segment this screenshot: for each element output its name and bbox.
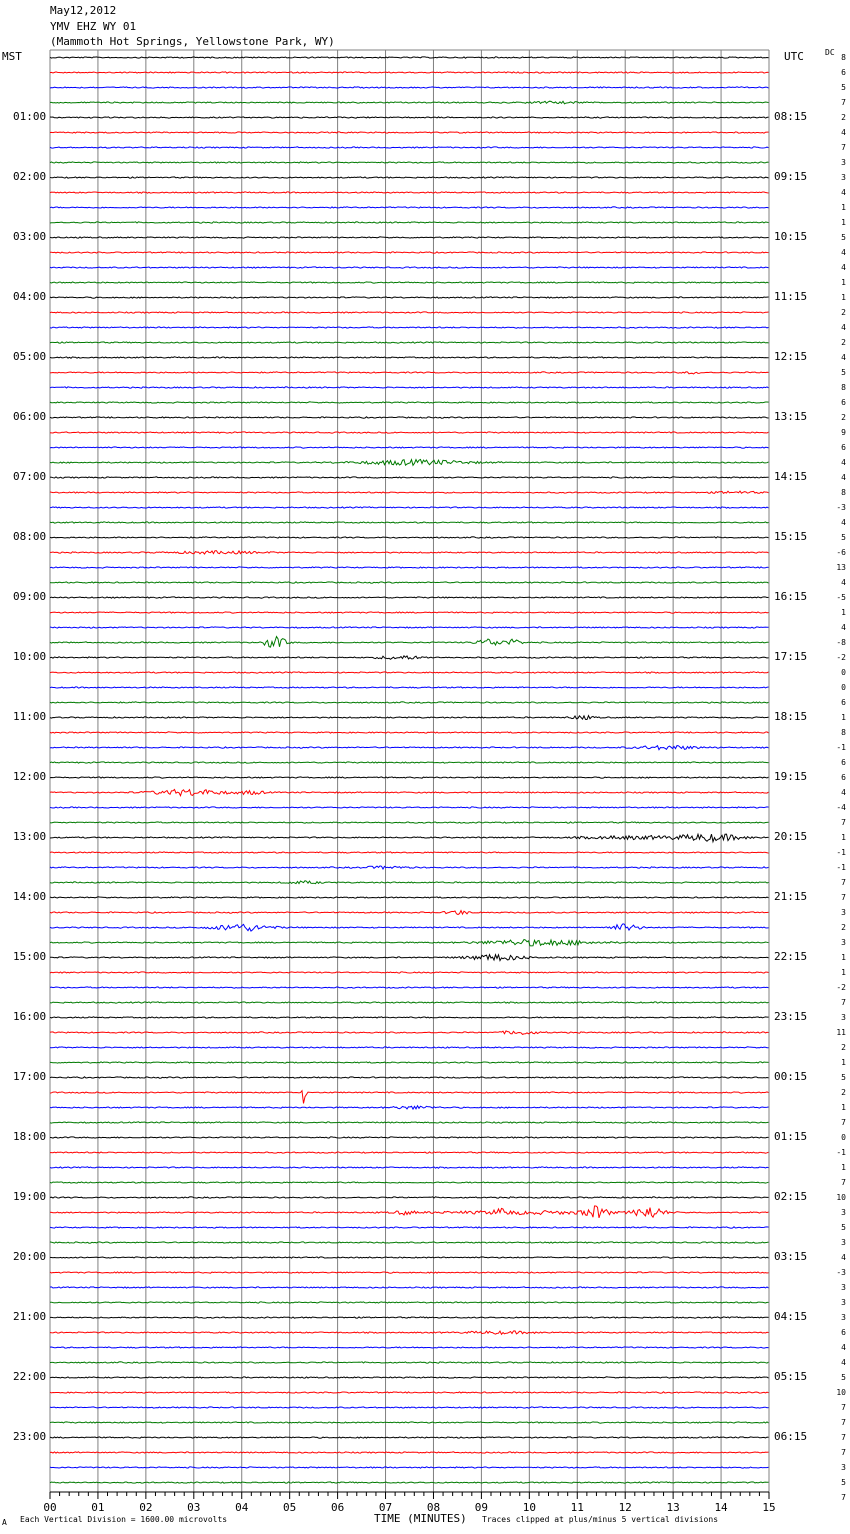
left-hour-label: 16:00 [13, 1009, 47, 1023]
time-grid [50, 50, 769, 1492]
dc-offset-label: 1 [841, 952, 846, 962]
dc-offset-label: 2 [841, 412, 846, 422]
chart-date: May12,2012 [50, 4, 117, 17]
trace-row [50, 612, 769, 613]
trace-row [50, 1197, 769, 1198]
dc-offset-label: 1 [841, 277, 846, 287]
right-hour-label: 12:15 [774, 349, 808, 363]
dc-offset-label: 4 [841, 1252, 846, 1262]
trace-row [50, 537, 769, 538]
x-tick-label: 03 [187, 1501, 201, 1514]
dc-offset-label: 8 [841, 52, 846, 62]
trace-row [50, 807, 769, 808]
left-hour-label: 06:00 [13, 409, 47, 423]
dc-offset-label: 2 [841, 1042, 846, 1052]
dc-offset-label: 4 [841, 1357, 846, 1367]
trace-row [50, 1362, 769, 1363]
dc-offset-label: 5 [841, 367, 846, 377]
dc-offset-label: 6 [841, 397, 846, 407]
left-hour-label: 14:00 [13, 889, 47, 903]
trace-row [50, 1227, 769, 1228]
left-hour-label: 01:00 [13, 109, 47, 123]
dc-offset-label: 5 [841, 82, 846, 92]
dc-offset-label: 2 [841, 922, 846, 932]
dc-offset-label: 10 [836, 1387, 846, 1397]
dc-offset-label: 3 [841, 907, 846, 917]
dc-offset-label: 7 [841, 817, 846, 827]
trace-row [50, 207, 769, 208]
trace-row [50, 147, 769, 148]
trace-row [50, 551, 769, 554]
trace-row [50, 117, 769, 118]
dc-offset-label: -1 [836, 1147, 846, 1157]
dc-offset-label: 7 [841, 1432, 846, 1442]
clip-note: Traces clipped at plus/minus 5 vertical divisions [482, 1515, 719, 1524]
trace-row [50, 72, 769, 73]
trace-row [50, 357, 769, 358]
trace-row [50, 1482, 769, 1483]
right-hour-label: 04:15 [774, 1309, 808, 1323]
dc-offset-label: 9 [841, 427, 846, 437]
trace-row [50, 924, 769, 931]
dc-offset-label: 4 [841, 577, 846, 587]
trace-row [50, 1467, 769, 1468]
dc-offset-label: 5 [841, 232, 846, 242]
dc-offset-label: 4 [841, 322, 846, 332]
right-hour-label: 05:15 [774, 1369, 808, 1383]
trace-row [50, 1122, 769, 1123]
trace-row [50, 972, 769, 973]
dc-offset-label: 3 [841, 1312, 846, 1322]
left-hour-label: 12:00 [13, 769, 47, 783]
x-tick-label: 07 [378, 1501, 393, 1514]
x-axis-title: TIME (MINUTES) [374, 1512, 467, 1525]
dc-offset-label: 13 [836, 562, 846, 572]
left-hour-label: 15:00 [13, 949, 47, 963]
left-hour-label: 23:00 [13, 1429, 47, 1443]
dc-offset-label: 8 [841, 382, 846, 392]
trace-row [50, 1091, 769, 1104]
trace-row [50, 1392, 769, 1393]
right-hour-label: 11:15 [774, 289, 808, 303]
dc-offset-label: -1 [836, 742, 846, 752]
dc-offset-label: 1 [841, 292, 846, 302]
dc-offset-label: 6 [841, 67, 846, 77]
trace-row [50, 432, 769, 433]
corner-mark: A [2, 1518, 7, 1527]
dc-offset-label: 6 [841, 1327, 846, 1337]
trace-row [50, 852, 769, 853]
dc-offset-label: 8 [841, 487, 846, 497]
dc-offset-label: 5 [841, 1477, 846, 1487]
dc-offset-label: 4 [841, 1342, 846, 1352]
dc-offset-label: 7 [841, 1402, 846, 1412]
trace-row [50, 1452, 769, 1453]
trace-row [50, 637, 769, 648]
right-hour-label: 21:15 [774, 889, 808, 903]
x-tick-label: 15 [762, 1501, 776, 1514]
x-tick-label: 09 [474, 1501, 489, 1514]
trace-row [50, 1077, 769, 1078]
trace-row [50, 459, 769, 465]
trace-row [50, 1167, 769, 1168]
trace-row [50, 1422, 769, 1423]
trace-row [50, 87, 769, 88]
dc-offset-label: 1 [841, 832, 846, 842]
scale-note: Each Vertical Division = 1600.00 microvolts [20, 1515, 228, 1524]
trace-row [50, 687, 769, 688]
dc-offset-label: 1 [841, 712, 846, 722]
x-tick-label: 13 [666, 1501, 680, 1514]
dc-offset-label: -6 [836, 547, 846, 557]
trace-row [50, 1317, 769, 1318]
trace-row [50, 1047, 769, 1048]
dc-offset-label: 2 [841, 337, 846, 347]
dc-offset-label: 0 [841, 682, 846, 692]
trace-row [50, 1272, 769, 1273]
dc-offset-label: -1 [836, 847, 846, 857]
x-axis [43, 1492, 775, 1514]
x-tick-label: 10 [522, 1501, 536, 1514]
trace-row [50, 672, 769, 673]
trace-row [50, 177, 769, 178]
trace-row [50, 101, 769, 104]
trace-row [50, 267, 769, 268]
seismic-traces [50, 57, 769, 1483]
trace-row [50, 1287, 769, 1288]
dc-offset-label: 1 [841, 607, 846, 617]
trace-row [50, 342, 769, 343]
trace-row [50, 1152, 769, 1153]
left-hour-label: 10:00 [13, 649, 47, 663]
trace-row [50, 282, 769, 283]
trace-row [50, 477, 769, 478]
dc-offset-label: 7 [841, 1417, 846, 1427]
dc-offset-label: 3 [841, 1237, 846, 1247]
right-hour-label: 01:15 [774, 1129, 808, 1143]
trace-row [50, 732, 769, 733]
dc-offset-label: 3 [841, 1012, 846, 1022]
trace-row [50, 822, 769, 823]
left-hour-label: 20:00 [13, 1249, 47, 1263]
dc-offset-label: 7 [841, 877, 846, 887]
dc-offset-label: 5 [841, 1372, 846, 1382]
right-hour-label: 08:15 [774, 109, 808, 123]
right-hour-label: 20:15 [774, 829, 808, 843]
right-hour-label: 00:15 [774, 1069, 808, 1083]
x-tick-label: 01 [91, 1501, 105, 1514]
dc-offset-label: 6 [841, 442, 846, 452]
right-hour-label: 15:15 [774, 529, 808, 543]
dc-offset-label: 3 [841, 172, 846, 182]
left-hour-label: 03:00 [13, 229, 47, 243]
dc-offset-label: 0 [841, 667, 846, 677]
trace-row [50, 746, 769, 750]
trace-row [50, 834, 769, 842]
dc-offset-label: 1 [841, 1057, 846, 1067]
dc-offset-label: 6 [841, 697, 846, 707]
trace-row [50, 1137, 769, 1138]
left-hour-label: 18:00 [13, 1129, 47, 1143]
trace-row [50, 372, 769, 374]
dc-offset-label: -2 [836, 982, 846, 992]
dc-offset-label: 4 [841, 262, 846, 272]
station-location: (Mammoth Hot Springs, Yellowstone Park, WY) [50, 35, 335, 48]
trace-row [50, 1377, 769, 1378]
left-hour-label: 22:00 [13, 1369, 47, 1383]
trace-row [50, 597, 769, 598]
right-hour-label: 23:15 [774, 1009, 808, 1023]
trace-row [50, 762, 769, 763]
trace-row [50, 567, 769, 568]
dc-offset-label: -3 [836, 502, 846, 512]
dc-offset-label: 8 [841, 727, 846, 737]
trace-row [50, 702, 769, 703]
trace-row [50, 1031, 769, 1035]
dc-offset-label: -4 [836, 802, 846, 812]
left-hour-label: 08:00 [13, 529, 47, 543]
trace-row [50, 955, 769, 961]
x-tick-label: 02 [139, 1501, 153, 1514]
dc-offset-label: 7 [841, 1492, 846, 1502]
trace-row [50, 237, 769, 238]
trace-row [50, 716, 769, 720]
right-hour-label: 03:15 [774, 1249, 808, 1263]
dc-offset-label: 7 [841, 997, 846, 1007]
trace-row [50, 1407, 769, 1408]
dc-offset-label: -1 [836, 862, 846, 872]
trace-row [50, 1062, 769, 1063]
trace-row [50, 507, 769, 508]
dc-offset-label: 4 [841, 247, 846, 257]
dc-offset-label: 11 [836, 1027, 846, 1037]
x-tick-label: 12 [618, 1501, 632, 1514]
dc-offset-label: -2 [836, 652, 846, 662]
trace-row [50, 57, 769, 58]
trace-row [50, 1182, 769, 1183]
right-hour-label: 16:15 [774, 589, 808, 603]
dc-offset-label: 7 [841, 1177, 846, 1187]
dc-offset-label: 7 [841, 892, 846, 902]
left-hour-label: 21:00 [13, 1309, 47, 1323]
trace-row [50, 522, 769, 523]
trace-row [50, 911, 769, 915]
dc-offset-label: 0 [841, 1132, 846, 1142]
trace-row [50, 417, 769, 418]
dc-offset-label: 4 [841, 352, 846, 362]
dc-offset-label: 4 [841, 622, 846, 632]
dc-offset-label: 6 [841, 757, 846, 767]
dc-offset-label: 4 [841, 457, 846, 467]
trace-row [50, 312, 769, 313]
trace-row [50, 627, 769, 628]
x-tick-label: 11 [570, 1501, 584, 1514]
trace-row [50, 1206, 769, 1218]
left-hour-label: 09:00 [13, 589, 47, 603]
dc-offset-label: 2 [841, 307, 846, 317]
x-tick-label: 08 [426, 1501, 441, 1514]
left-hour-label: 17:00 [13, 1069, 47, 1083]
trace-row [50, 777, 769, 778]
x-tick-label: 04 [235, 1501, 249, 1514]
dc-offset-label: 7 [841, 1447, 846, 1457]
left-timezone-label: MST [2, 50, 22, 63]
x-tick-label: 05 [283, 1501, 297, 1514]
dc-offset-label: 2 [841, 112, 846, 122]
trace-row [50, 1242, 769, 1243]
left-hour-label: 07:00 [13, 469, 47, 483]
right-hour-label: 06:15 [774, 1429, 808, 1443]
dc-offset-label: 3 [841, 1282, 846, 1292]
right-hour-label: 14:15 [774, 469, 808, 483]
dc-offset-label: 7 [841, 142, 846, 152]
trace-row [50, 1002, 769, 1003]
dc-offset-label: 4 [841, 127, 846, 137]
right-hour-label: 09:15 [774, 169, 808, 183]
left-hour-label: 19:00 [13, 1189, 47, 1203]
dc-column-label: DC [825, 48, 835, 57]
trace-row [50, 491, 769, 493]
right-hour-label: 22:15 [774, 949, 808, 963]
dc-offset-label: 1 [841, 217, 846, 227]
dc-offset-label: 3 [841, 157, 846, 167]
trace-row [50, 402, 769, 403]
trace-row [50, 790, 769, 796]
trace-row [50, 327, 769, 328]
dc-offset-label: 1 [841, 967, 846, 977]
left-hour-label: 04:00 [13, 289, 47, 303]
trace-row [50, 1106, 769, 1109]
dc-offset-label: 7 [841, 97, 846, 107]
trace-row [50, 1437, 769, 1438]
dc-offset-label: 2 [841, 1087, 846, 1097]
trace-row [50, 1302, 769, 1303]
left-hour-label: 02:00 [13, 169, 47, 183]
dc-offset-label: 3 [841, 1207, 846, 1217]
station-code: YMV EHZ WY 01 [50, 20, 137, 33]
trace-row [50, 447, 769, 448]
trace-row [50, 192, 769, 193]
x-tick-label: 06 [330, 1501, 345, 1514]
dc-offset-label: 4 [841, 787, 846, 797]
trace-row [50, 987, 769, 988]
dc-offset-label: 3 [841, 937, 846, 947]
right-timezone-label: UTC [784, 50, 804, 63]
trace-row [50, 881, 769, 884]
dc-offset-label: 7 [841, 1117, 846, 1127]
left-hour-label: 13:00 [13, 829, 47, 843]
trace-row [50, 297, 769, 298]
right-hour-label: 18:15 [774, 709, 808, 723]
dc-offset-label: 1 [841, 1162, 846, 1172]
dc-offset-label: 5 [841, 1222, 846, 1232]
trace-row [50, 387, 769, 388]
dc-offset-label: 6 [841, 772, 846, 782]
trace-row [50, 582, 769, 583]
dc-offset-label: 3 [841, 1297, 846, 1307]
dc-offset-label: 1 [841, 202, 846, 212]
dc-offset-label: 10 [836, 1192, 846, 1202]
dc-offset-label: 1 [841, 1102, 846, 1112]
x-tick-label: 14 [714, 1501, 728, 1514]
trace-row [50, 1017, 769, 1018]
trace-row [50, 132, 769, 133]
trace-row [50, 222, 769, 223]
trace-row [50, 940, 769, 946]
dc-offset-label: 4 [841, 517, 846, 527]
left-hour-label: 11:00 [13, 709, 47, 723]
trace-row [50, 1257, 769, 1258]
trace-row [50, 656, 769, 660]
dc-offset-label: 3 [841, 1462, 846, 1472]
trace-row [50, 866, 769, 869]
dc-offset-label: 5 [841, 1072, 846, 1082]
x-tick-label: 00 [43, 1501, 57, 1514]
right-hour-label: 13:15 [774, 409, 808, 423]
dc-offset-label: -3 [836, 1267, 846, 1277]
trace-row [50, 1331, 769, 1334]
trace-row [50, 897, 769, 898]
dc-offset-label: -8 [836, 637, 846, 647]
dc-offset-label: 4 [841, 187, 846, 197]
right-hour-label: 19:15 [774, 769, 808, 783]
dc-offset-label: 4 [841, 472, 846, 482]
right-hour-label: 10:15 [774, 229, 808, 243]
right-hour-label: 17:15 [774, 649, 808, 663]
trace-row [50, 252, 769, 253]
trace-row [50, 1347, 769, 1348]
trace-row [50, 162, 769, 163]
left-hour-label: 05:00 [13, 349, 47, 363]
dc-offset-label: 5 [841, 532, 846, 542]
dc-offset-label: -5 [836, 592, 846, 602]
right-hour-label: 02:15 [774, 1189, 808, 1203]
